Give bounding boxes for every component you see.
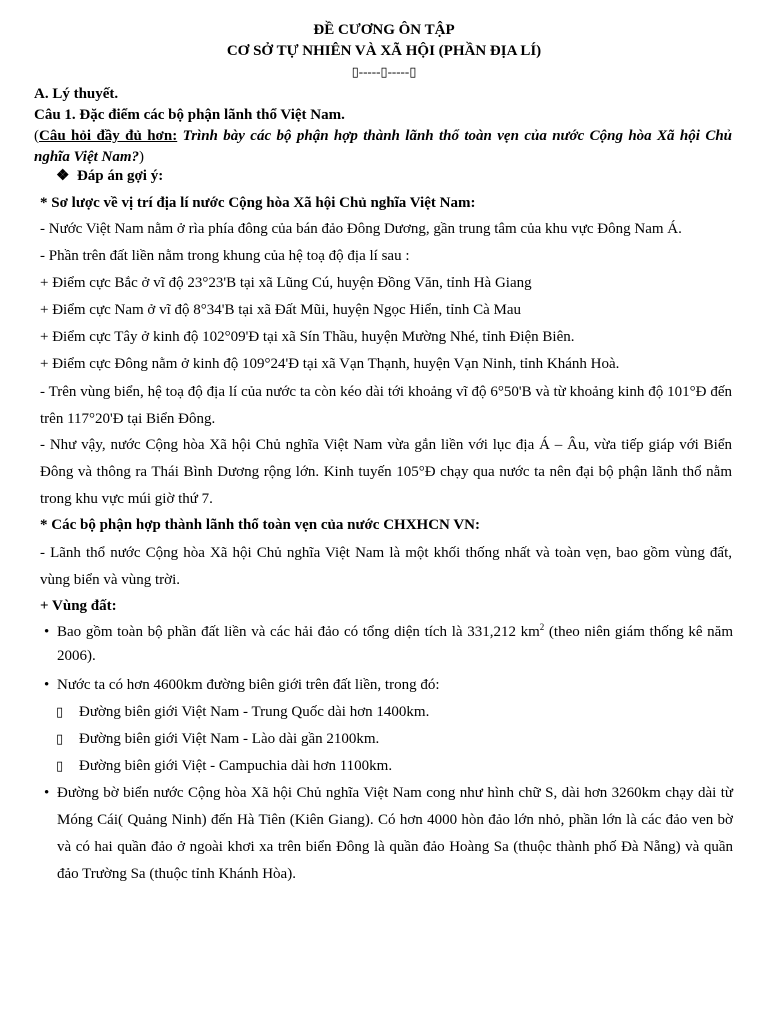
- square-bullet-icon: ▯: [56, 731, 64, 746]
- document-subtitle: CƠ SỞ TỰ NHIÊN VÀ XÃ HỘI (PHẦN ĐỊA LÍ): [226, 43, 542, 59]
- position-line: + Điểm cực Nam ở vĩ độ 8°34'B tại xã Đất Mũi, huyện Ngọc Hiển, tỉnh Cà Mau: [40, 302, 522, 318]
- position-line: - Nước Việt Nam nằm ở rìa phía đông của bán đảo Đông Dương, gần trung tâm của khu vực Đông Nam Á.: [40, 221, 682, 237]
- position-line: + Điểm cực Tây ở kinh độ 102°09'Đ tại xã Sín Thầu, huyện Mường Nhé, tỉnh Điện Biên.: [40, 329, 575, 345]
- full-question-label: Câu hỏi đầy đủ hơn:: [39, 128, 178, 144]
- document-title: ĐỀ CƯƠNG ÔN TẬP: [313, 22, 455, 38]
- border-length-item: Nước ta có hơn 4600km đường biên giới trên đất liền, trong đó:: [57, 677, 440, 693]
- position-paragraph: - Như vậy, nước Cộng hòa Xã hội Chủ nghĩa Việt Nam vừa gắn liền với lục địa Á – Âu, vừa tiếp giáp với Biển Đông và thông ra Thái Bình Dương rộng lớn. Kinh tuyến 105°Đ chạy qua nước ta nên đại bộ phận lãnh thổ nằm trong khu vực múi giờ thứ 7.: [40, 437, 732, 507]
- answer-hint-label: Đáp án gợi ý:: [76, 168, 164, 184]
- position-heading: * Sơ lược về vị trí địa lí nước Cộng hòa Xã hội Chủ nghĩa Việt Nam:: [40, 195, 476, 211]
- coastline-item: Đường bờ biển nước Cộng hòa Xã hội Chủ nghĩa Việt Nam cong như hình chữ S, dài hơn 3260km chạy dài từ Móng Cái( Quảng Ninh) đến Hà Tiên (Kiên Giang). Có hơn 4000 hòn đảo lớn nhỏ, phần lớn là các đảo ven bờ và có hai quần đảo ở ngoài khơi xa trên biển Đông là quần đảo Hoàng Sa (thuộc thành phố Đà Nẵng) và quần đảo Trường Sa (thuộc tỉnh Khánh Hòa).: [57, 785, 733, 882]
- border-item: Đường biên giới Việt - Campuchia dài hơn 1100km.: [79, 758, 393, 774]
- full-question: [34, 126, 732, 168]
- answer-hint: [56, 166, 163, 186]
- question-heading: Câu 1. Đặc điểm các bộ phận lãnh thổ Việt Nam.: [34, 107, 345, 123]
- diamond-bullet-icon: ❖: [56, 168, 70, 184]
- parts-intro: - Lãnh thổ nước Cộng hòa Xã hội Chủ nghĩa Việt Nam là một khối thống nhất và toàn vẹn, bao gồm vùng đất, vùng biển và vùng trời.: [40, 545, 732, 588]
- square-bullet-icon: ▯: [56, 704, 64, 719]
- paren-open: (: [34, 128, 39, 144]
- title-divider: ▯-----▯-----▯: [351, 64, 417, 79]
- land-area-text: Bao gồm toàn bộ phần đất liền và các hải đảo có tổng diện tích là 331,212 km: [57, 624, 540, 640]
- full-question-text: Trình bày các bộ phận hợp thành lãnh thổ toàn vẹn của nước Cộng hòa Xã hội Chủ nghĩa Việt Nam?: [34, 128, 733, 165]
- border-item: Đường biên giới Việt Nam - Lào dài gần 2100km.: [79, 731, 380, 747]
- position-line: + Điểm cực Đông nằm ở kinh độ 109°24'Đ tại xã Vạn Thạnh, huyện Vạn Ninh, tỉnh Khánh Hoà.: [40, 356, 620, 372]
- land-area-tail: (theo niên giám thống kê năm 2006).: [57, 624, 733, 664]
- paren-close: ): [139, 149, 145, 165]
- bullet-icon: •: [44, 785, 50, 801]
- land-heading: + Vùng đất:: [40, 598, 117, 614]
- section-heading-theory: A. Lý thuyết.: [34, 86, 119, 102]
- square-bullet-icon: ▯: [56, 758, 64, 773]
- bullet-icon: •: [44, 624, 50, 640]
- bullet-icon: •: [44, 677, 50, 693]
- border-item: Đường biên giới Việt Nam - Trung Quốc dài hơn 1400km.: [79, 704, 430, 720]
- position-line: + Điểm cực Bắc ở vĩ độ 23°23'B tại xã Lũng Cú, huyện Đồng Văn, tỉnh Hà Giang: [40, 275, 532, 291]
- superscript: 2: [539, 622, 545, 632]
- position-paragraph: - Trên vùng biển, hệ toạ độ địa lí của nước ta còn kéo dài tới khoảng vĩ độ 6°50'B và từ khoảng kinh độ 101°Đ đến trên 117°20'Đ tại Biển Đông.: [40, 384, 732, 427]
- land-area-item: [57, 620, 733, 668]
- position-line: - Phần trên đất liền nằm trong khung của hệ toạ độ địa lí sau :: [40, 248, 410, 264]
- parts-heading: * Các bộ phận hợp thành lãnh thổ toàn vẹn của nước CHXHCN VN:: [40, 517, 481, 533]
